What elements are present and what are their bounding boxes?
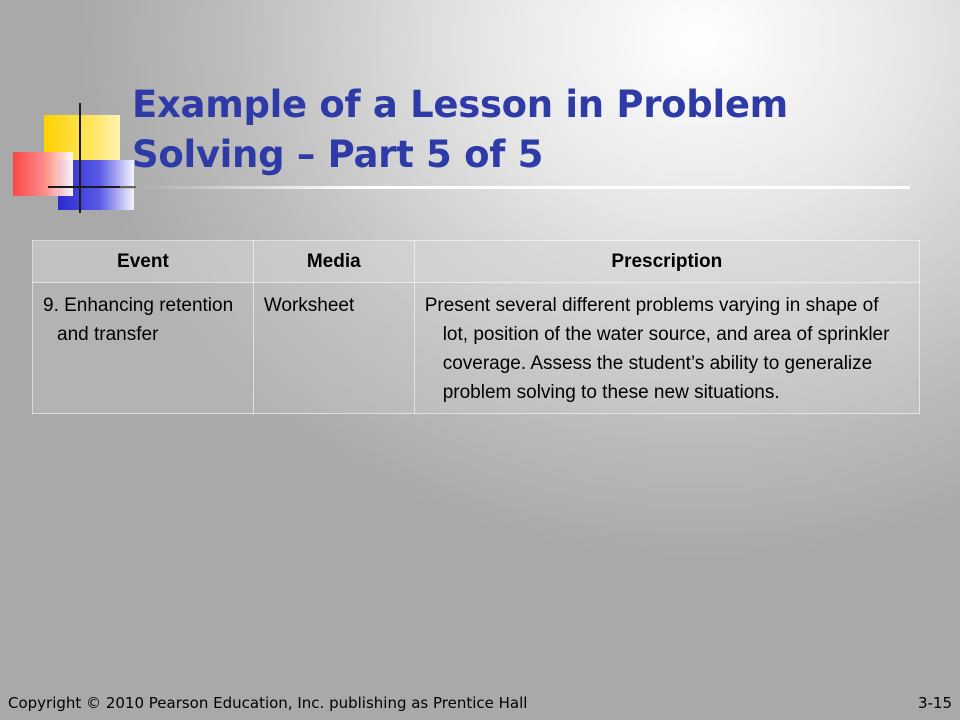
lesson-table [32, 240, 920, 414]
header-event: Event [33, 241, 254, 283]
cell-prescription: Present several different problems varying in shape of lot, position of the water source, and area of sprinkler coverage. Assess the student’s ability to generalize problem solving to these new situations. [414, 283, 919, 414]
vertical-divider-line [79, 103, 81, 213]
red-square-shape [13, 152, 73, 196]
cell-event: 9. Enhancing retention and transfer [33, 283, 254, 414]
table-row [33, 283, 920, 414]
cell-media: Worksheet [253, 283, 414, 414]
title-underline [120, 186, 910, 189]
copyright-text: Copyright © 2010 Pearson Education, Inc. publishing as Prentice Hall [8, 694, 528, 712]
table-header-row [33, 241, 920, 283]
slide-number: 3-15 [917, 694, 952, 712]
header-prescription: Prescription [414, 241, 919, 283]
header-media: Media [253, 241, 414, 283]
slide-title: Example of a Lesson in Problem Solving – Part 5 of 5 [132, 83, 788, 176]
decorative-squares-graphic [0, 0, 140, 220]
